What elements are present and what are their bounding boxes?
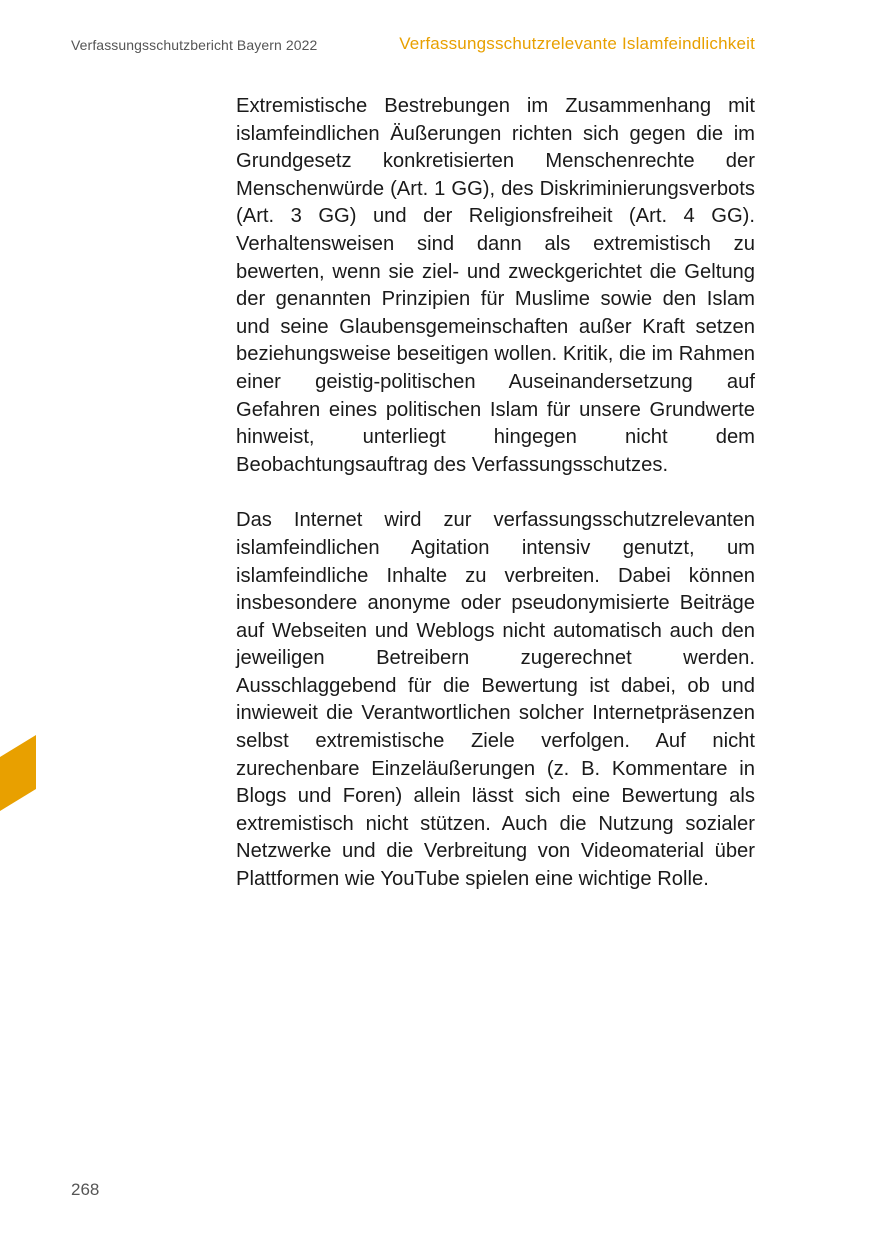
running-header-publication: Verfassungsschutzbericht Bayern 2022 [71, 37, 318, 53]
paragraph-2: Das Internet wird zur verfassungsschutzrelevanten islamfeindlichen Agitation intensiv genutzt, um islamfeindliche Inhalte zu verbreiten. Dabei können insbesondere anonyme oder pseudonymisierte Beiträge auf Webseiten und Weblogs nicht automatisch auch den jeweiligen Betreibern zugerechnet werden. Ausschlaggebend für die Bewertung ist dabei, ob und inwieweit die Verantwortlichen solcher Internetpräsenzen selbst extremistische Ziele verfolgen. Auf nicht zurechenbare Einzeläußerungen (z. B. Kommentare in Blogs und Foren) allein lässt sich eine Bewertung als extremistisch nicht stützen. Auch die Nutzung sozialer Netzwerke und die Verbreitung von Videomaterial über Plattformen wie YouTube spielen eine wichtige Rolle. [236, 509, 755, 891]
paragraph-1: Extremistische Bestrebungen im Zusammenhang mit islamfeindlichen Äußerungen richten sich gegen die im Grundgesetz konkretisierten Menschenrechte der Menschenwürde (Art. 1 GG), des Diskriminierungsverbots (Art. 3 GG) und der Religionsfreiheit (Art. 4 GG). Verhaltensweisen sind dann als extremistisch zu bewerten, wenn sie ziel- und zweckgerichtet die Geltung der genannten Prinzipien für Muslime sowie den Islam und seine Glaubensgemeinschaften außer Kraft setzen beziehungsweise beseitigen wollen. Kritik, die im Rahmen einer geistig-politischen Auseinandersetzung auf Gefahren eines politischen Islam für unsere Grundwerte hinweist, unterliegt hingegen nicht dem Beobachtungsauftrag des Verfassungsschutzes. [236, 95, 755, 476]
chapter-tab-marker [0, 735, 36, 811]
main-text [236, 93, 755, 894]
running-header-chapter: Verfassungsschutzrelevante Islamfeindlichkeit [399, 34, 755, 53]
page-number: 268 [71, 1180, 100, 1199]
